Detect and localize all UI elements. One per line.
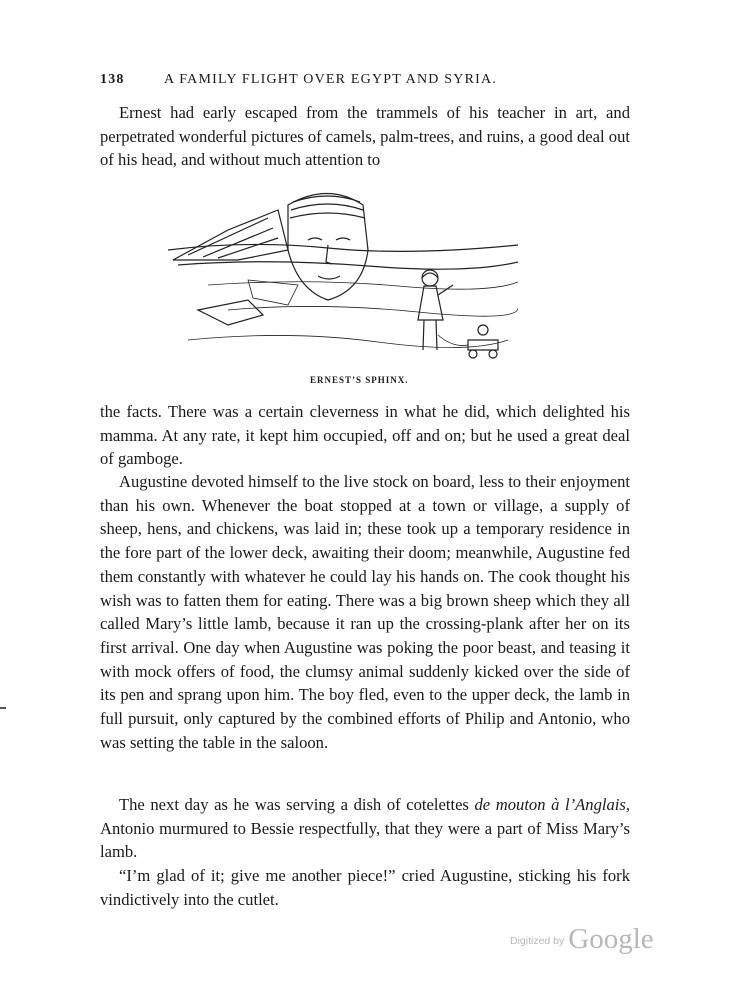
margin-mark xyxy=(0,707,6,709)
paragraph-augustine-livestock: Augustine devoted himself to the live stock on board, less to their enjoyment than his own. Whenever the boat stopped at a town or village, a supply of sheep, hens, and chickens, was laid in; these took up a temporary residence in the fore part of the lower deck, awaiting their doom; meanwhile, Augustine fed them constantly with whatever he could lay his hands on. The cook thought his wish was to fatten them for eating. There was a big brown sheep which they all called Mary’s little lamb, because it ran up the crossing-plank after her on its first arrival. One day when Augustine was poking the poor beast, and teasing it with mock offers of food, the clumsy animal suddenly kicked over the side of its pen and sprang upon him. The boy fled, even to the upper deck, the lamb in full pursuit, only captured by the combined efforts of Philip and Antonio, who was setting the table in the saloon. xyxy=(100,472,630,752)
p4-text-after: Antonio murmured to Bessie respectfully, that they were a part of Miss Mary’s lamb. xyxy=(100,818,630,862)
digitized-by-google-watermark xyxy=(510,923,654,956)
paragraph-cotelettes xyxy=(100,793,630,864)
running-header xyxy=(100,72,630,94)
digitized-by-text: Digitized by xyxy=(510,935,565,947)
page-number: 138 xyxy=(100,72,125,87)
p4-italic-phrase: de mouton à l’Anglais, xyxy=(474,795,630,814)
paragraph-the-facts: the facts. There was a certain cleverness in what he did, which delighted his mamma. At any rate, it kept him occupied, off and on; but he used a great deal of gamboge. xyxy=(100,402,630,469)
illustration-caption: ERNEST’S SPHINX. xyxy=(310,375,409,385)
p4-text-before: The next day as he was serving a dish of cotelettes xyxy=(119,795,475,814)
paragraph-ernest-art: Ernest had early escaped from the trammels of his teacher in art, and perpetrated wonderful pictures of camels, palm-trees, and ruins, a good deal out of his head, and without much attention to xyxy=(100,103,630,170)
paragraph-augustine-cutlet: “I’m glad of it; give me another piece!” cried Augustine, sticking his fork vindictively into the cutlet. xyxy=(100,866,630,909)
sphinx-drawing xyxy=(168,190,518,370)
running-title: A FAMILY FLIGHT OVER EGYPT AND SYRIA. xyxy=(164,72,497,87)
sphinx-illustration xyxy=(168,190,518,370)
google-logo: Google xyxy=(568,923,654,955)
